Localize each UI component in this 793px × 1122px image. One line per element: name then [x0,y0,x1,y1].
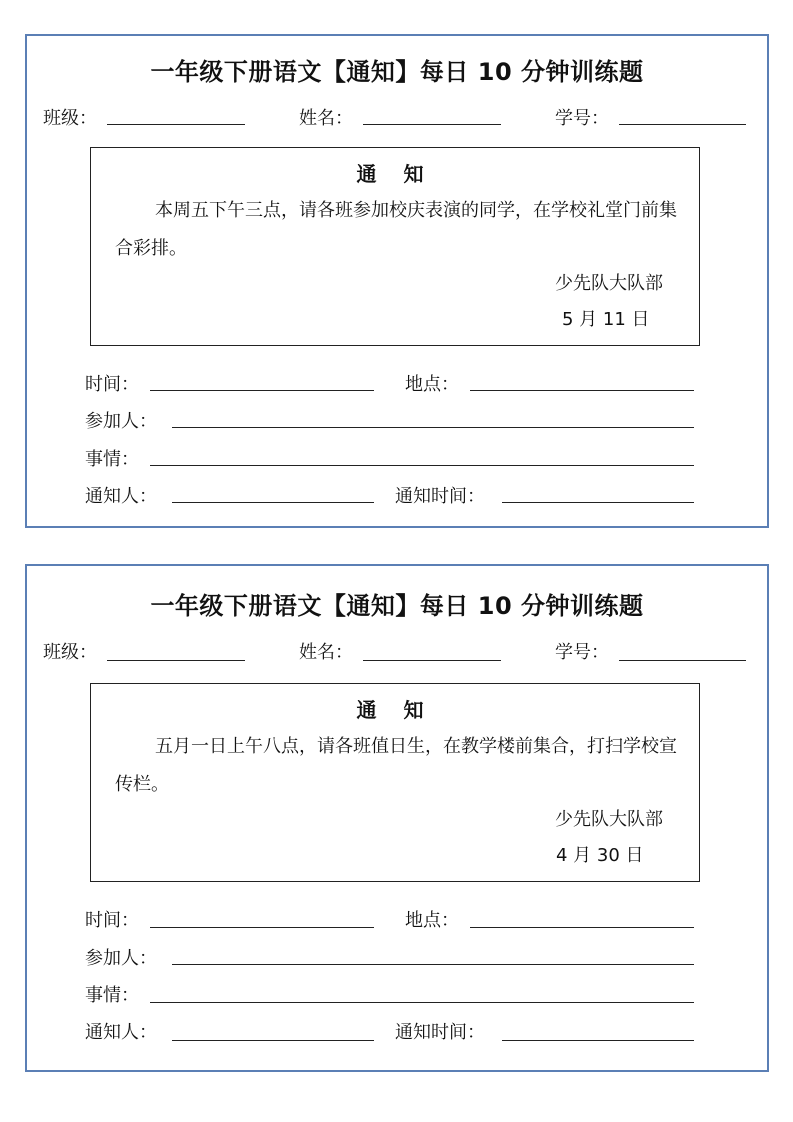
notifier-label: 通知人： [85,1022,157,1043]
student-id-label: 学号： [555,108,609,129]
notice-signature: 少先队大队部 [555,809,663,830]
matter-blank[interactable] [150,465,694,466]
time-blank[interactable] [150,927,374,928]
notice-box [90,683,700,882]
notice-heading: 通 知 [356,698,434,722]
notice-heading: 通 知 [356,162,434,186]
notifier-blank[interactable] [172,502,374,503]
notice-body: 五月一日上午八点，请各班值日生，在教学楼前集合，打扫学校宣传栏。 [115,736,677,795]
notifier-label: 通知人： [85,486,157,507]
notice-time-label: 通知时间： [395,486,485,507]
notice-date: 4 月 30 日 [556,845,644,866]
notice-time-blank[interactable] [502,502,694,503]
worksheet-title: 一年级下册语文【通知】每日 10 分钟训练题 [150,592,644,620]
notice-signature: 少先队大队部 [555,273,663,294]
name-label: 姓名： [299,108,353,129]
student-id-blank[interactable] [619,124,746,125]
matter-blank[interactable] [150,1002,694,1003]
place-blank[interactable] [470,927,694,928]
participants-blank[interactable] [172,964,694,965]
student-id-blank[interactable] [619,660,746,661]
participants-label: 参加人： [85,948,157,969]
place-label: 地点： [405,374,459,395]
place-label: 地点： [405,910,459,931]
notice-body: 本周五下午三点，请各班参加校庆表演的同学，在学校礼堂门前集合彩排。 [115,200,677,259]
name-label: 姓名： [299,642,353,663]
time-label: 时间： [85,374,139,395]
matter-label: 事情： [85,449,139,470]
worksheet-card-1 [25,34,769,528]
time-label: 时间： [85,910,139,931]
class-blank[interactable] [107,660,245,661]
participants-blank[interactable] [172,427,694,428]
class-blank[interactable] [107,124,245,125]
class-label: 班级： [43,108,97,129]
participants-label: 参加人： [85,411,157,432]
student-id-label: 学号： [555,642,609,663]
name-blank[interactable] [363,124,501,125]
notifier-blank[interactable] [172,1040,374,1041]
name-blank[interactable] [363,660,501,661]
place-blank[interactable] [470,390,694,391]
notice-box [90,147,700,346]
worksheet-title: 一年级下册语文【通知】每日 10 分钟训练题 [150,58,644,86]
time-blank[interactable] [150,390,374,391]
notice-date: 5 月 11 日 [562,309,650,330]
worksheet-card-2 [25,564,769,1072]
notice-time-label: 通知时间： [395,1022,485,1043]
matter-label: 事情： [85,985,139,1006]
class-label: 班级： [43,642,97,663]
notice-time-blank[interactable] [502,1040,694,1041]
